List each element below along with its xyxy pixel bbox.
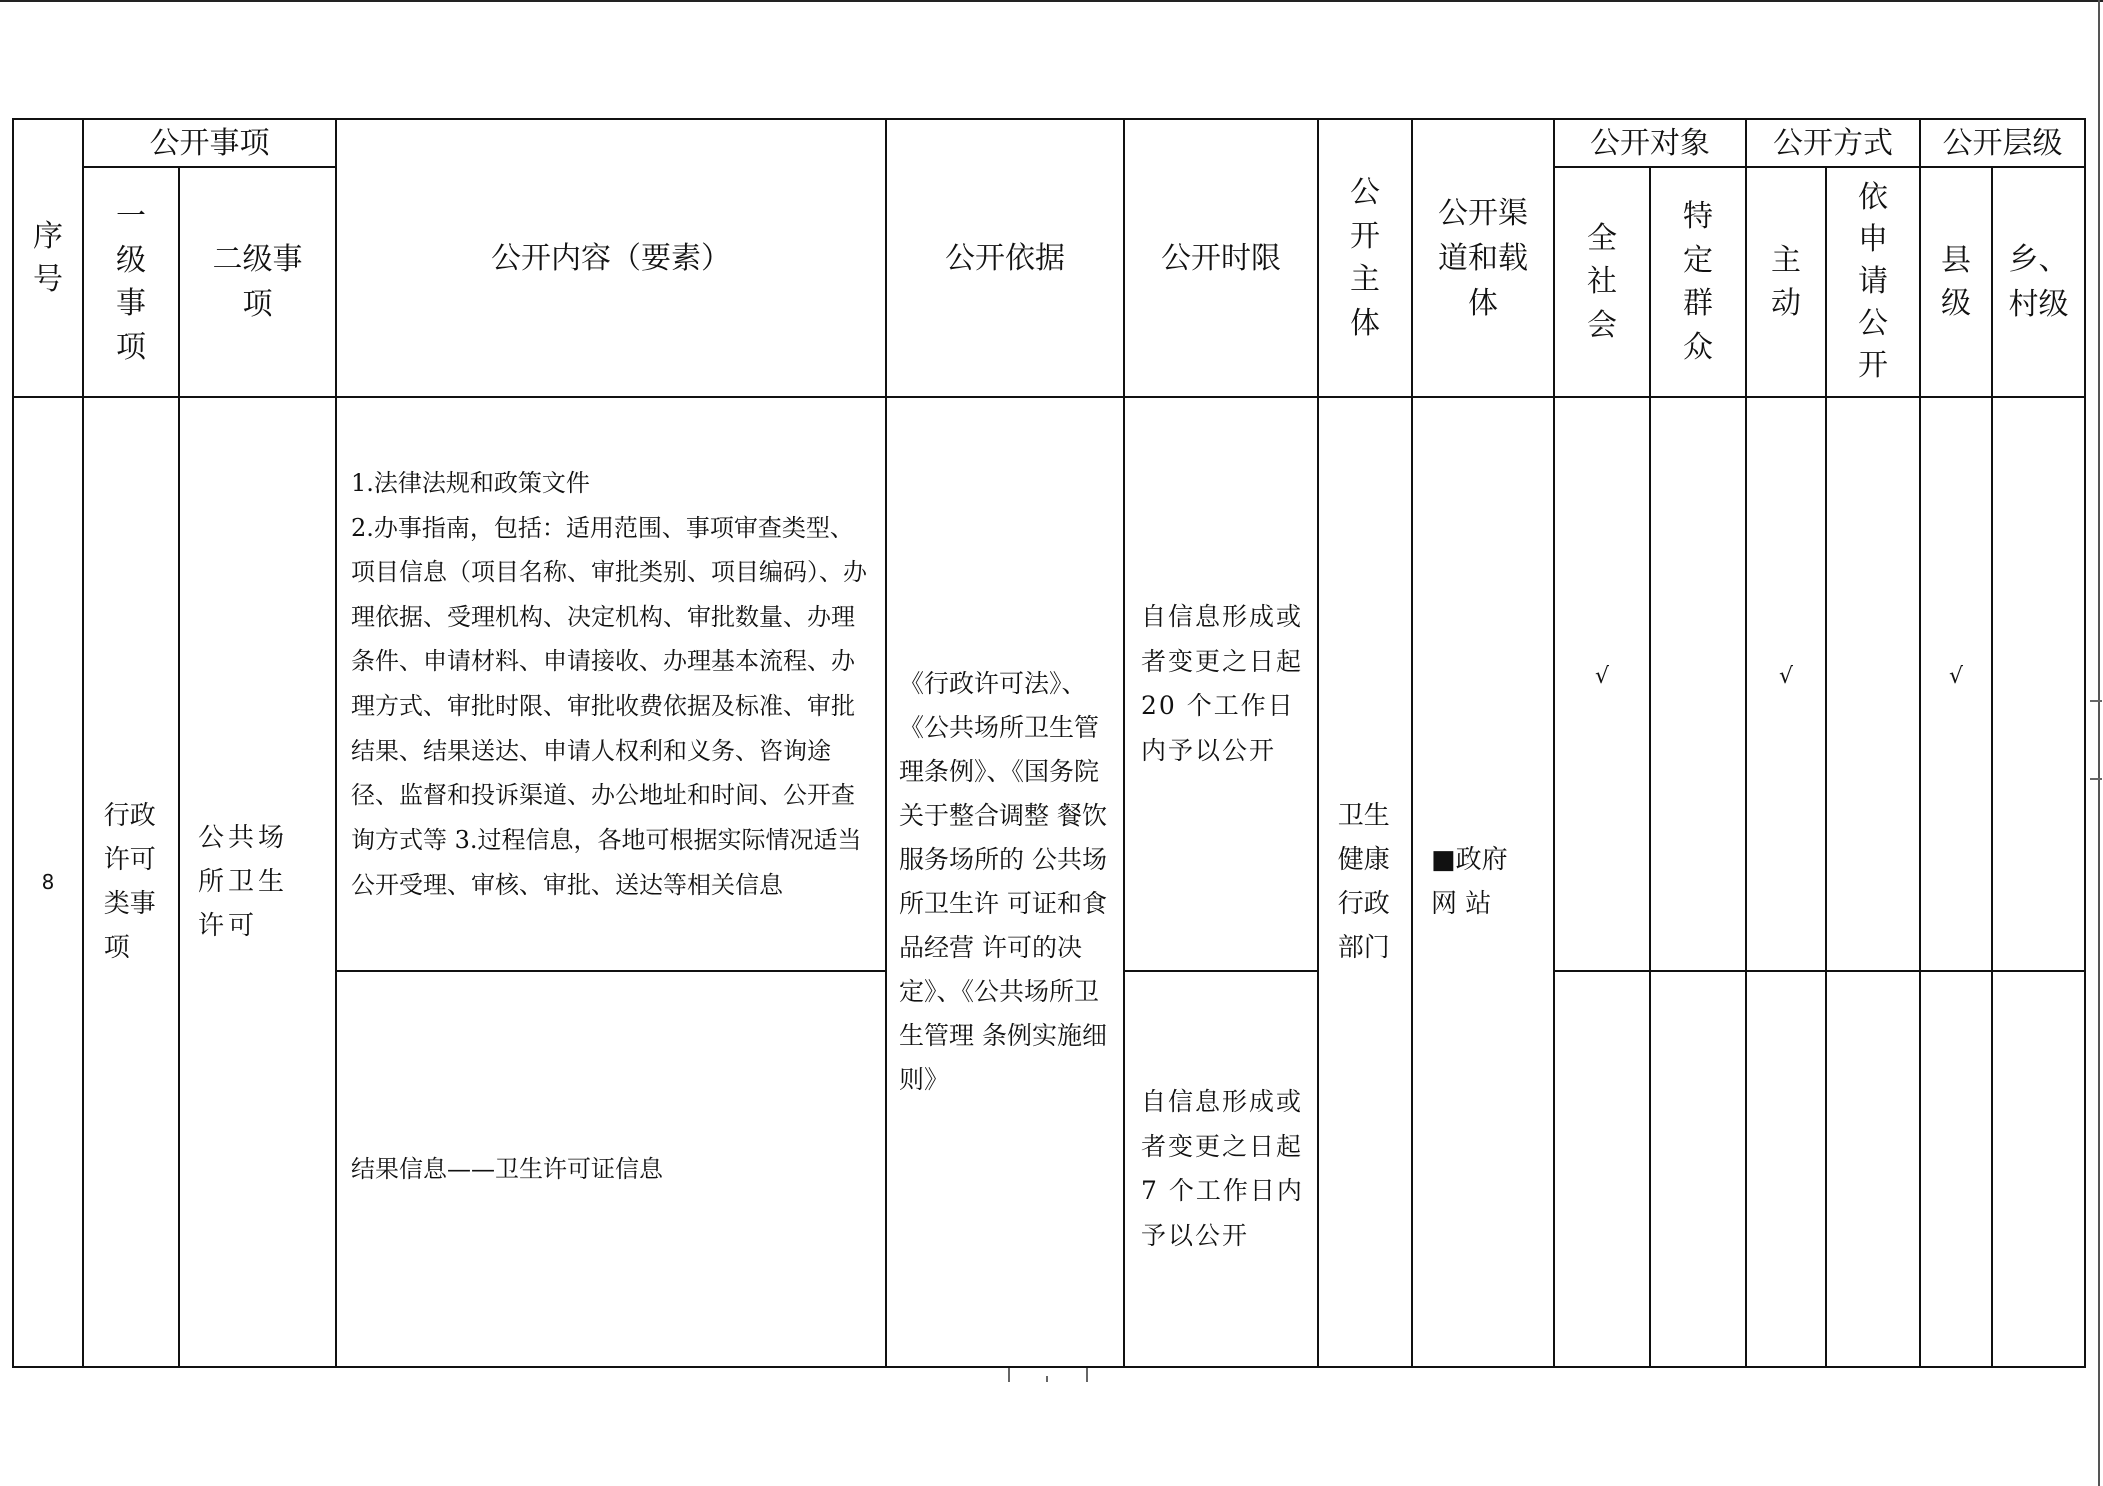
header-level-township	[1992, 167, 2085, 397]
header-level-township-text: 乡、村级	[2008, 242, 2069, 322]
cell-bottom-audience-specific	[1650, 971, 1746, 1367]
row-subject-text: 卫生健康行政部门	[1337, 800, 1390, 964]
row-content-bottom: 结果信息——卫生许可证信息	[336, 971, 886, 1367]
header-time-limit: 公开时限	[1124, 119, 1318, 397]
header-level-county-text: 县级	[1941, 242, 1971, 321]
page-top-border	[0, 0, 2103, 2]
edge-mark-2	[2090, 778, 2102, 780]
disclosure-table-frame	[12, 118, 2084, 1366]
header-audience: 公开对象	[1554, 119, 1746, 167]
header-seq-text: 序号	[33, 218, 63, 297]
cell-bottom-level-county	[1920, 971, 1992, 1367]
cell-method-request	[1826, 397, 1920, 971]
row-level2	[179, 397, 336, 1367]
header-channel	[1412, 119, 1554, 397]
row-content-top	[336, 397, 886, 971]
header-method-active	[1746, 167, 1826, 397]
header-seq	[13, 119, 83, 397]
header-level2-text: 二级事项	[212, 242, 303, 322]
content-item-2: 2.办事指南，包括：适用范围、事项审查类型、项目信息（项目名称、审批类别、项目编码）、办理依据、受理机构、决定机构、审批数量、办理条件、申请材料、申请接收、办理基本流程、办理方式、审批时限、审批收费依据及标准、审批结果、结果送达、申请人权利和义务、咨询途径、监督和投诉渠道、办公地址和时间、公开查询方式等 3.过程信息，各地可根据实际情况适当公开受理、审核、审批、送达等相关信息	[351, 513, 867, 899]
header-level1-text: 一级事项	[116, 199, 146, 365]
edge-mark-1	[2090, 700, 2102, 702]
header-subject-text: 公开主体	[1350, 175, 1380, 341]
header-content: 公开内容（要素）	[336, 119, 886, 397]
row-time-limit-bottom: 自信息形成或 者变更之日起 7 个工作日内 予以公开	[1124, 971, 1318, 1367]
header-level2	[179, 167, 336, 397]
page-mark-center	[1046, 1376, 1048, 1382]
table-row	[13, 397, 2085, 971]
page-mark-left	[1008, 1368, 1010, 1382]
row-seq: 8	[13, 397, 83, 1367]
row-channel	[1412, 397, 1554, 1367]
cell-bottom-method-active	[1746, 971, 1826, 1367]
cell-bottom-audience-all	[1554, 971, 1650, 1367]
header-subject	[1318, 119, 1412, 397]
header-audience-specific	[1650, 167, 1746, 397]
header-method-active-text: 主动	[1771, 242, 1801, 321]
header-audience-all	[1554, 167, 1650, 397]
header-method: 公开方式	[1746, 119, 1920, 167]
row-level1-text: 行政许可类事项	[103, 800, 156, 964]
header-method-request	[1826, 167, 1920, 397]
header-audience-all-text: 全社会	[1587, 220, 1617, 343]
header-method-request-text: 依申请公开	[1858, 179, 1888, 383]
row-channel-text: ■政府网 站	[1431, 844, 1508, 919]
header-level: 公开层级	[1920, 119, 2085, 167]
cell-bottom-method-request	[1826, 971, 1920, 1367]
header-level1	[83, 167, 179, 397]
cell-audience-specific	[1650, 397, 1746, 971]
page-mark-right	[1086, 1368, 1088, 1382]
row-subject	[1318, 397, 1412, 1367]
cell-level-township	[1992, 397, 2085, 971]
row-level2-text: 公共场所卫生许可	[198, 822, 289, 942]
disclosure-table	[12, 118, 2086, 1368]
cell-bottom-level-township	[1992, 971, 2085, 1367]
header-audience-specific-text: 特定群众	[1683, 199, 1713, 365]
content-item-1: 1.法律法规和政策文件	[351, 468, 590, 497]
check-method-active: √	[1746, 397, 1826, 971]
header-basis: 公开依据	[886, 119, 1124, 397]
header-level-county	[1920, 167, 1992, 397]
header-public-items: 公开事项	[83, 119, 336, 167]
row-basis: 《行政许可法》、《公共场所卫生管理条例》、《国务院关于整合调整 餐饮服务场所的 公共场所卫生许 可证和食品经营 许可的决定》、《公共场所卫生管理 条例实施细则》	[886, 397, 1124, 1367]
check-audience-all: √	[1554, 397, 1650, 971]
header-channel-text: 公开渠道和载体	[1438, 195, 1528, 321]
check-level-county: √	[1920, 397, 1992, 971]
page-right-border	[2098, 0, 2100, 1486]
row-level1	[83, 397, 179, 1367]
row-time-limit-top: 自信息形成或者变更之日起 20 个工作日内予以公开	[1124, 397, 1318, 971]
